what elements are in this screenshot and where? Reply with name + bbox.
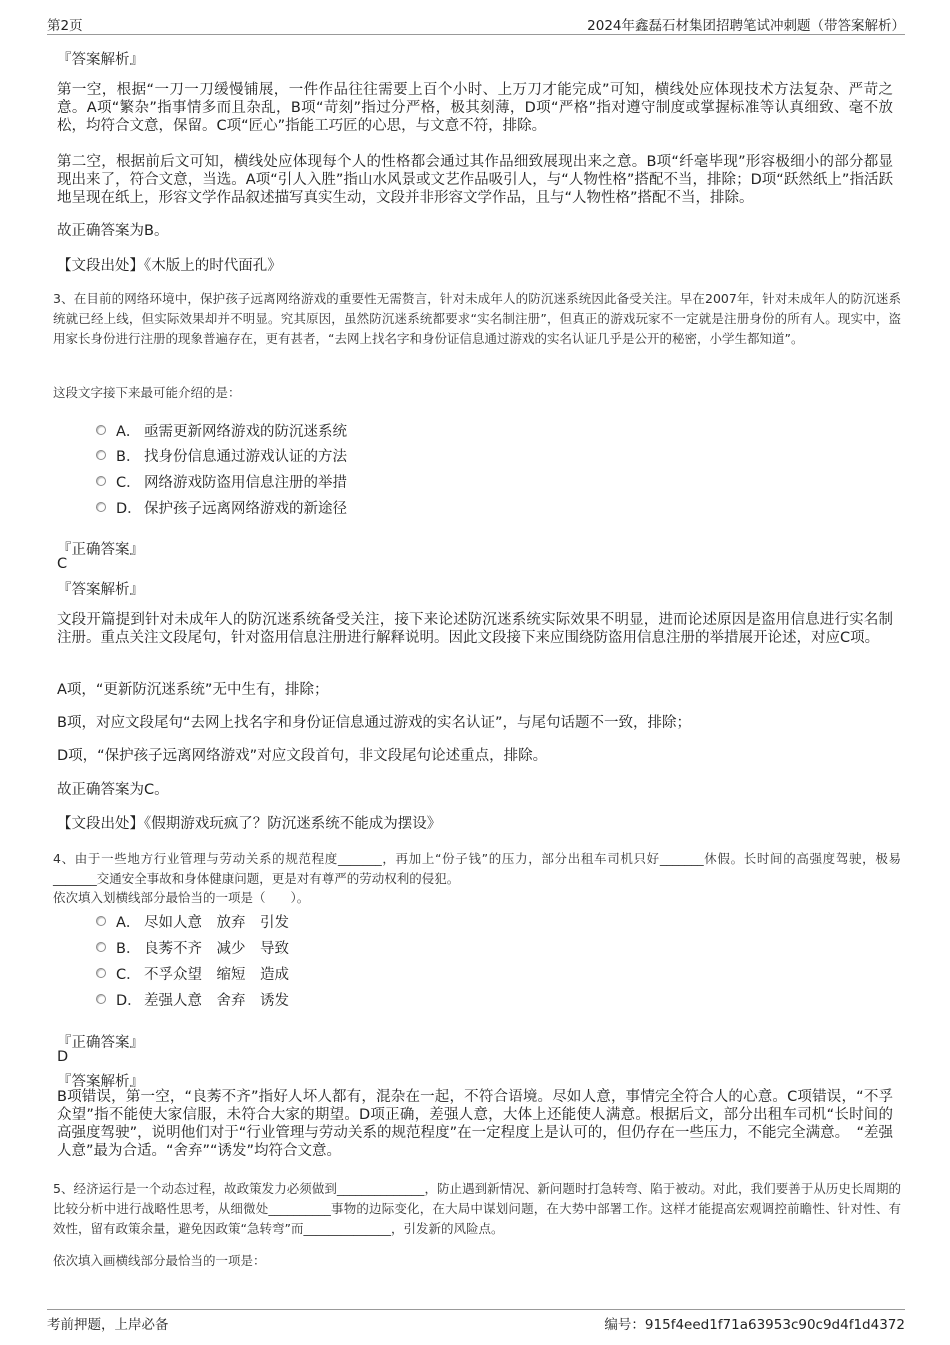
q4-prompt: 依次填入划横线部分最恰当的一项是（ ）。 bbox=[53, 890, 310, 905]
option-key: B． bbox=[116, 940, 141, 957]
option-text: 差强人意 舍弃 诱发 bbox=[144, 992, 289, 1009]
footer-slogan: 考前押题，上岸必备 bbox=[47, 1317, 169, 1333]
q4-stem: 4、由于一些地方行业管理与劳动关系的规范程度_______，再加上“份子钱”的压力，部分出租车司机只好_______休假。长时间的高强度驾驶，极易_______交通安全事故和身体健康问题，更是对有尊严的劳动权利的侵犯。 bbox=[53, 851, 901, 886]
q5-stem: 5、经济运行是一个动态过程，故政策发力必须做到______________，防止遇到新情况、新问题时打急转弯、陷于被动。对此，我们要善于从历史长周期的比较分析中进行战略性思考，从细微处__________事物的边际变化，在大局中谋划问题，在大势中部署工作。这样才能提高宏观调控前瞻性、针对性、有效性，留有政策余量，避免因政策“急转弯”而______________，引发新的风险点。 bbox=[53, 1181, 901, 1236]
q2-analysis-para1: 第一空，根据“一刀一刀缓慢铺展，一件作品往往需要上百个小时、上万刀才能完成”可知，横线处应体现技术方法复杂、严苛之意。A项“繁杂”指事情多而且杂乱，B项“苛刻”指过分严格，极其刻薄，D项“严格”指对遵守制度或掌握标准等认真细致、毫不放松，均符合文意，保留。C项“匠心”指能工巧匠的心思，与文意不符，排除。 bbox=[57, 82, 893, 134]
option-text: 良莠不齐 减少 导致 bbox=[144, 940, 289, 957]
header-divider bbox=[47, 34, 905, 35]
footer-divider bbox=[47, 1309, 905, 1310]
q4-option-d[interactable] bbox=[96, 990, 289, 1008]
q3-note-a: A项，“更新防沉迷系统”无中生有，排除； bbox=[57, 682, 329, 698]
page-number: 第2页 bbox=[47, 18, 83, 34]
q3-analysis-label: 『答案解析』 bbox=[57, 582, 144, 598]
option-text: 尽如人意 放弃 引发 bbox=[144, 914, 289, 931]
radio-icon[interactable] bbox=[96, 994, 106, 1004]
q5-prompt: 依次填入画横线部分最恰当的一项是： bbox=[53, 1253, 266, 1268]
option-key: B． bbox=[116, 448, 141, 465]
radio-icon[interactable] bbox=[96, 425, 106, 435]
q3-conclusion: 故正确答案为C。 bbox=[57, 782, 169, 798]
q3-option-d[interactable] bbox=[96, 498, 347, 516]
q2-analysis-para2: 第二空，根据前后文可知，横线处应体现每个人的性格都会通过其作品细致展现出来之意。B项“纤毫毕现”形容极细小的部分都显现出来了，符合文意，当选。A项“引人入胜”指山水风景或文艺作品吸引人，与“人物性格”搭配不当，排除；D项“跃然纸上”指活跃地呈现在纸上，形容文学作品叙述描写真实生动，文段并非形容文学作品，且与“人物性格”搭配不当，排除。 bbox=[57, 154, 893, 206]
radio-icon[interactable] bbox=[96, 942, 106, 952]
option-text: 网络游戏防盗用信息注册的举措 bbox=[144, 474, 347, 491]
option-text: 亟需更新网络游戏的防沉迷系统 bbox=[144, 423, 347, 440]
radio-icon[interactable] bbox=[96, 502, 106, 512]
option-text: 保护孩子远离网络游戏的新途径 bbox=[144, 500, 347, 517]
radio-icon[interactable] bbox=[96, 968, 106, 978]
q3-answer-label: 『正确答案』 bbox=[57, 542, 144, 558]
radio-icon[interactable] bbox=[96, 450, 106, 460]
document-title: 2024年鑫磊石材集团招聘笔试冲刺题（带答案解析） bbox=[587, 18, 905, 34]
q4-option-a[interactable] bbox=[96, 912, 289, 930]
document-code: 编号：915f4eed1f71a63953c90c9d4f1d4372 bbox=[604, 1317, 905, 1333]
q4-answer: D bbox=[57, 1049, 69, 1065]
q4-analysis: B项错误，第一空，“良莠不齐”指好人坏人都有，混杂在一起，不符合语境。尽如人意，事情完全符合人的心意。C项错误，“不孚众望”指不能使大家信服，未符合大家的期望。D项正确，差强人意，大体上还能使人满意。根据后文，部分出租车司机“长时间的高强度驾驶”，说明他们对于“行业管理与劳动关系的规范程度”在一定程度上是认可的，但仍存在一些压力，不能完全满意。 “差强人意”最为合适。“舍弃”“诱发”均符合文意。 bbox=[57, 1089, 893, 1159]
q3-source: 【文段出处】《假期游戏玩疯了？防沉迷系统不能成为摆设》 bbox=[57, 816, 442, 832]
option-key: A． bbox=[116, 914, 141, 931]
q2-analysis-label: 『答案解析』 bbox=[57, 52, 144, 68]
q3-prompt: 这段文字接下来最可能介绍的是： bbox=[53, 385, 241, 400]
q3-note-d: D项，“保护孩子远离网络游戏”对应文段首句，非文段尾句论述重点，排除。 bbox=[57, 748, 548, 764]
q3-option-c[interactable] bbox=[96, 472, 347, 490]
q3-answer: C bbox=[57, 556, 68, 572]
option-key: C． bbox=[116, 474, 141, 491]
q3-option-b[interactable] bbox=[96, 446, 347, 464]
radio-icon[interactable] bbox=[96, 476, 106, 486]
q4-analysis-label: 『答案解析』 bbox=[57, 1074, 144, 1090]
option-key: D． bbox=[116, 500, 142, 517]
page-header bbox=[47, 14, 905, 34]
q4-option-c[interactable] bbox=[96, 964, 289, 982]
option-key: A． bbox=[116, 423, 141, 440]
option-text: 找身份信息通过游戏认证的方法 bbox=[144, 448, 347, 465]
option-text: 不孚众望 缩短 造成 bbox=[144, 966, 289, 983]
q2-source: 【文段出处】《木版上的时代面孔》 bbox=[57, 258, 282, 274]
radio-icon[interactable] bbox=[96, 916, 106, 926]
q2-conclusion: 故正确答案为B。 bbox=[57, 223, 169, 239]
q3-analysis: 文段开篇提到针对未成年人的防沉迷系统备受关注，接下来论述防沉迷系统实际效果不明显，进而论述原因是盗用信息进行实名制注册。重点关注文段尾句，针对盗用信息注册进行解释说明。因此文段接下来应围绕防盗用信息注册的举措展开论述，对应C项。 bbox=[57, 612, 893, 646]
q4-answer-label: 『正确答案』 bbox=[57, 1035, 144, 1051]
q3-stem: 3、在目前的网络环境中，保护孩子远离网络游戏的重要性无需赘言，针对未成年人的防沉迷系统因此备受关注。早在2007年，针对未成年人的防沉迷系统就已经上线，但实际效果却并不明显。究其原因，虽然防沉迷系统都要求“实名制注册”，但真正的游戏玩家不一定就是注册身份的所有人。现实中，盗用家长身份进行注册的现象普遍存在，更有甚者，“去网上找名字和身份证信息通过游戏的实名认证几乎是公开的秘密，小学生都知道”。 bbox=[53, 291, 901, 346]
q3-option-a[interactable] bbox=[96, 421, 347, 439]
q3-note-b: B项，对应文段尾句“去网上找名字和身份证信息通过游戏的实名认证”，与尾句话题不一致，排除； bbox=[57, 715, 691, 731]
option-key: D． bbox=[116, 992, 142, 1009]
q4-option-b[interactable] bbox=[96, 938, 289, 956]
option-key: C． bbox=[116, 966, 141, 983]
